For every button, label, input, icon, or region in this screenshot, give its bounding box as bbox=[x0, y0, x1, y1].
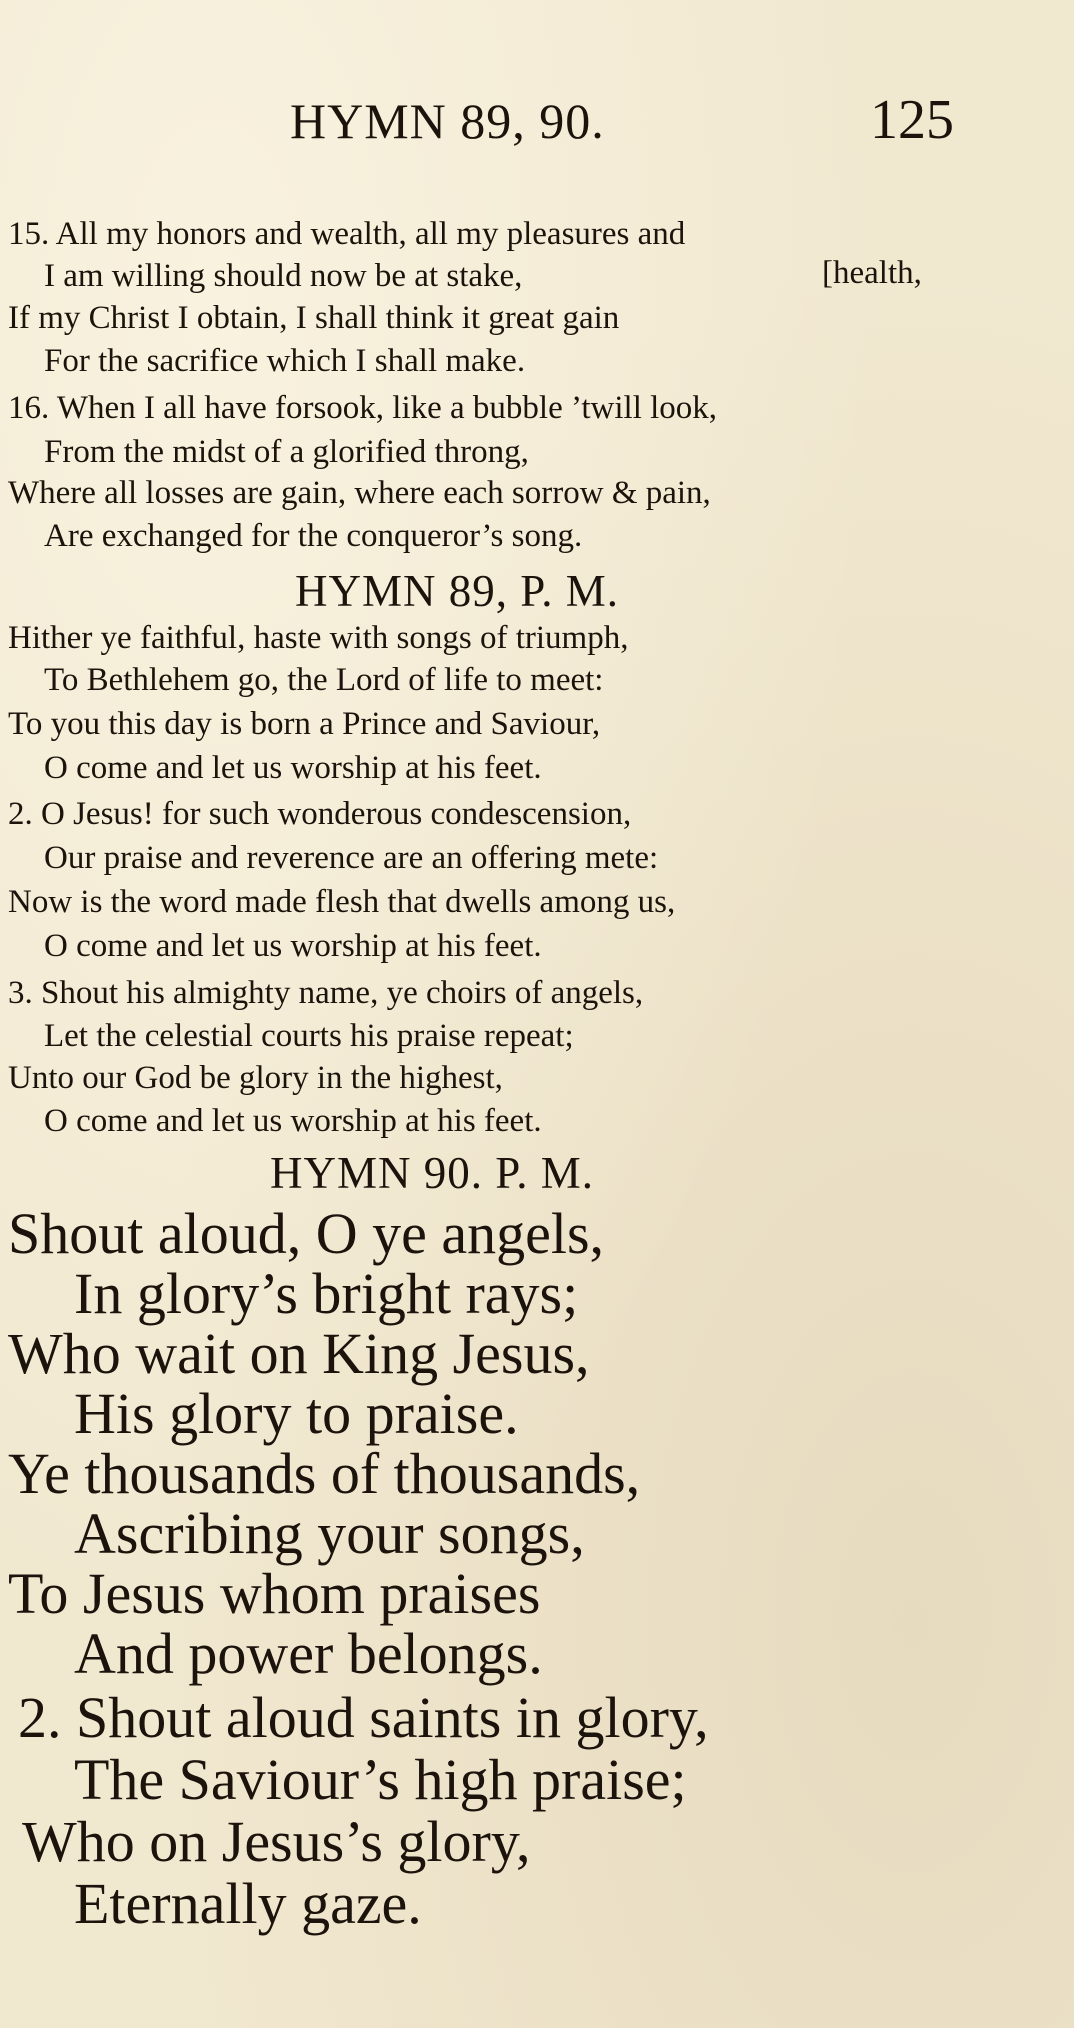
hymn-90-title: HYMN 90. P. M. bbox=[270, 1148, 595, 1198]
verse-line: Ye thousands of thousands, bbox=[8, 1441, 641, 1506]
verse-line: Let the celestial courts his praise repeat; bbox=[44, 1018, 574, 1054]
verse-line: 15. All my honors and wealth, all my pleasures and bbox=[8, 216, 686, 252]
verse-line: O come and let us worship at his feet. bbox=[44, 750, 542, 786]
verse-line: Ascribing your songs, bbox=[74, 1501, 585, 1566]
verse-line: O come and let us worship at his feet. bbox=[44, 928, 542, 964]
verse-line: Who on Jesus’s glory, bbox=[22, 1809, 531, 1874]
verse-line: 2. Shout aloud saints in glory, bbox=[18, 1685, 709, 1750]
verse-line: Who wait on King Jesus, bbox=[8, 1321, 590, 1386]
verse-line: To Bethlehem go, the Lord of life to meet: bbox=[44, 662, 604, 698]
verse-line: 16. When I all have forsook, like a bubble ’twill look, bbox=[8, 390, 718, 426]
verse-line: Where all losses are gain, where each sorrow & pain, bbox=[8, 475, 711, 511]
verse-line: Unto our God be glory in the highest, bbox=[8, 1060, 503, 1096]
running-title: HYMN 89, 90. bbox=[290, 93, 605, 149]
verse-line: Eternally gaze. bbox=[74, 1871, 422, 1936]
verse-line: The Saviour’s high praise; bbox=[74, 1747, 687, 1812]
verse-line: 3. Shout his almighty name, ye choirs of angels, bbox=[8, 975, 644, 1011]
verse-line: Are exchanged for the conqueror’s song. bbox=[44, 518, 583, 554]
verse-line: In glory’s bright rays; bbox=[74, 1261, 579, 1326]
verse-line: To Jesus whom praises bbox=[8, 1561, 541, 1626]
verse-line: Shout aloud, O ye angels, bbox=[8, 1201, 605, 1266]
verse-line: To you this day is born a Prince and Saviour, bbox=[8, 706, 601, 742]
hymn-89-title: HYMN 89, P. M. bbox=[295, 566, 620, 616]
verse-line: Our praise and reverence are an offering mete: bbox=[44, 840, 659, 876]
verse-line: From the midst of a glorified throng, bbox=[44, 434, 529, 470]
verse-line: His glory to praise. bbox=[74, 1381, 519, 1446]
verse-line: If my Christ I obtain, I shall think it great gain bbox=[8, 300, 620, 336]
verse-line: I am willing should now be at stake, bbox=[44, 258, 523, 294]
verse-line: Now is the word made flesh that dwells among us, bbox=[8, 884, 676, 920]
verse-line: O come and let us worship at his feet. bbox=[44, 1103, 542, 1139]
page-number: 125 bbox=[870, 89, 954, 151]
verse-line-turnover: [health, bbox=[822, 255, 922, 291]
verse-line: And power belongs. bbox=[74, 1621, 543, 1686]
verse-line: Hither ye faithful, haste with songs of triumph, bbox=[8, 620, 629, 656]
verse-line: For the sacrifice which I shall make. bbox=[44, 343, 526, 379]
verse-line: 2. O Jesus! for such wonderous condescension, bbox=[8, 796, 632, 832]
